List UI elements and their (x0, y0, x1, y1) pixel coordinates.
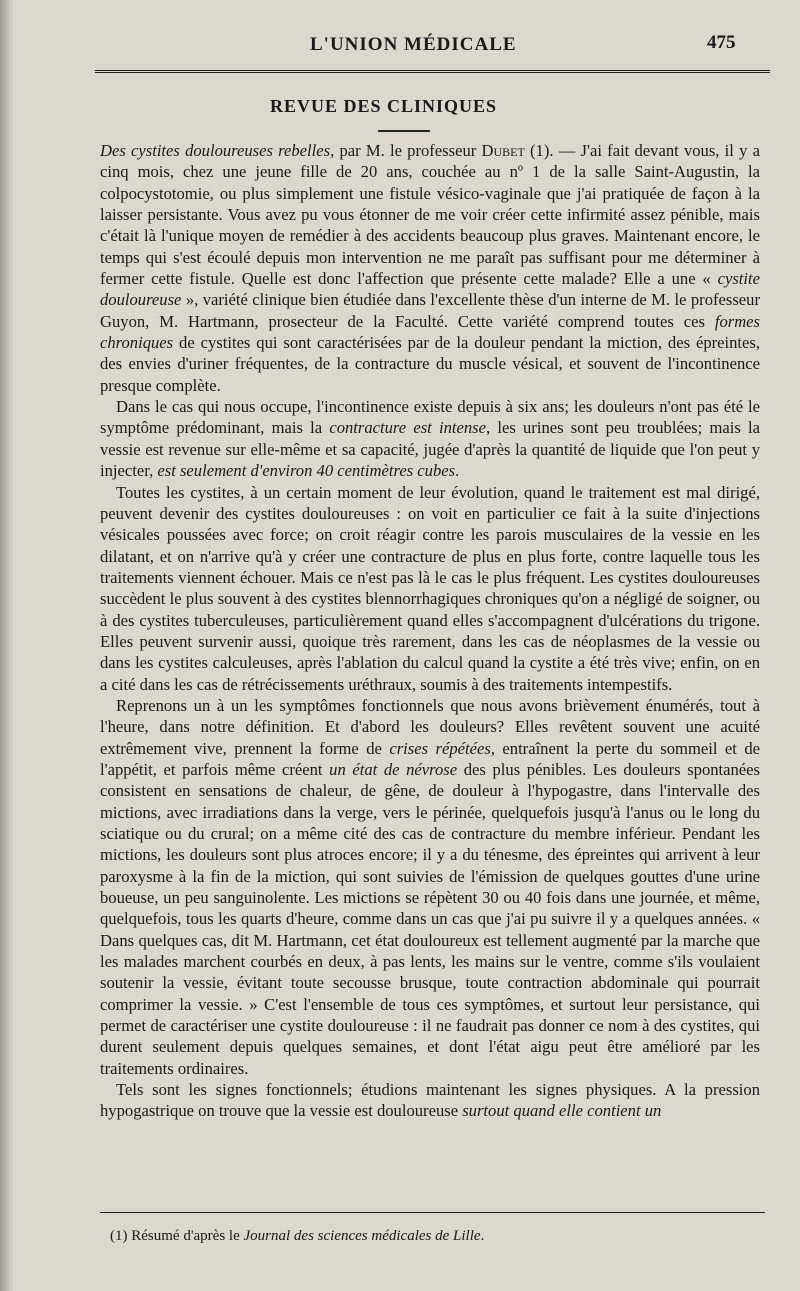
paragraph-5: Tels sont les signes fonctionnels; étudions maintenant les signes physiques. A la pression hypogastrique on trouve que la vessie est douloureuse surtout quand elle contient un (100, 1080, 760, 1121)
running-header (95, 28, 795, 68)
article-body (100, 140, 760, 1122)
author-name: Dubet (481, 141, 525, 160)
binding-shadow (0, 0, 14, 1291)
paragraph-2: Dans le cas qui nous occupe, l'incontinence existe depuis à six ans; les douleurs n'ont pas été le symptôme prédominant, mais la contracture est intense, les urines sont peu troublées; mais la vessie est revenue sur elle-même et sa capacité, jugée d'après la quantité de liquide que l'on peut y injecter, est seulement d'environ 40 centimètres cubes. (100, 397, 760, 481)
footnote-rule (100, 1212, 765, 1213)
header-rule (95, 70, 770, 73)
paragraph-3: Toutes les cystites, à un certain moment de leur évolution, quand le traitement est mal dirigé, peuvent devenir des cystites douloureuses : on voit en particulier ce fait à la suite d'injections vésicales poussées avec force; on croit réagir contre les parois musculaires de la vessie en les dilatant, et on n'arrive qu'à y créer une contracture de plus en plus forte, contre laquelle tous les traitements viennent échouer. Mais ce n'est pas là le cas le plus fréquent. Les cystites douloureuses succèdent le plus souvent à des cystites blennorrhagiques chroniques qu'on a négligé de soigner, ou à des cystites tuberculeuses, particulièrement quand elles s'accompagnent d'ulcérations du trigone. Elles peuvent survenir aussi, quoique très rarement, dans les cas de néoplasmes de la vessie ou dans les cystites calculeuses, après l'ablation du calcul quand la cystite a été très vive; enfin, on en a cité dans les cas de rétrécissements uréthraux, soumis à des traitements intempestifs. (100, 482, 760, 694)
section-rule (378, 130, 430, 132)
paragraph-1: Des cystites douloureuses rebelles, par M. le professeur Dubet (1). — J'ai fait devant vous, il y a cinq mois, chez une jeune fille de 20 ans, couchée au nº 1 de la salle Saint-Augustin, la colpocystotomie, ou plus simplement une fistule vésico-vaginale que j'ai pratiquée de façon à la laisser persistante. Vous avez pu vous étonner de me voir créer cette infirmité assez pénible, mais c'était là l'unique moyen de remédier à des accidents beaucoup plus graves. Maintenant encore, le temps qui s'est écoulé depuis mon intervention ne me paraît pas suffisant pour me déterminer à fermer cette fistule. Quelle est donc l'affection que présente cette malade? Elle a une « cystite douloureuse », variété clinique bien étudiée dans l'excellente thèse d'un interne de M. le professeur Guyon, M. Hartmann, prosecteur de la Faculté. Cette variété comprend toutes ces formes chroniques de cystites qui sont caractérisées par de la douleur pendant la miction, des épreintes, des envies d'uriner fréquentes, de la contracture du muscle vésical, et souvent de l'incontinence presque complète. (100, 141, 760, 395)
article-title: Des cystites douloureuses rebelles, (100, 141, 335, 160)
paragraph-4: Reprenons un à un les symptômes fonctionnels que nous avons brièvement énumérés, tout à l'heure, dans notre définition. Et d'abord les douleurs? Elles revêtent souvent une acuité extrêmement vive, prennent la forme de crises répétées, entraînent la perte du sommeil et de l'appétit, et parfois même créent un état de névrose des plus pénibles. Les douleurs spontanées consistent en sensations de chaleur, de gêne, de douleur à l'hypogastre, dans l'intervalle des mictions, avec irradiations dans la verge, vers le périnée, quelquefois jusqu'à l'anus ou le long du sciatique ou du crural; on a même cité des cas de contracture du membre inférieur. Pendant les mictions, les douleurs sont plus atroces encore; il y a du ténesme, des épreintes qui arrivent à leur paroxysme à la fin de la miction, qui sont suivies de l'émission de quelques gouttes d'une urine boueuse, un peu sanguinolente. Les mictions se répètent 30 ou 40 fois dans une journée, et même, quelquefois, tous les quarts d'heure, comme dans un cas que j'ai pu suivre il y a quelques années. « Dans quelques cas, dit M. Hartmann, cet état douloureux est tellement augmenté par la marche que les malades marchent courbés en deux, à pas lents, les mains sur le ventre, comme s'ils voulaient soutenir la vessie, évitant toute secousse brusque, toute contraction abdominale qui pourrait comprimer la vessie. » C'est l'ensemble de tous ces symptômes, et surtout leur persistance, qui permet de caractériser une cystite douloureuse : il ne faudrait pas donner ce nom à des cystites, qui durent seulement depuis quelques semaines, et dont l'état aigu peut être amélioré par les traitements ordinaires. (100, 695, 760, 1078)
page-number: 475 (707, 32, 736, 53)
journal-title: L'UNION MÉDICALE (310, 34, 517, 55)
footnote: (1) Résumé d'après le Journal des sciences médicales de Lille. (110, 1228, 485, 1244)
journal-reference: Journal des sciences médicales de Lille (243, 1228, 481, 1244)
section-title: REVUE DES CLINIQUES (270, 96, 498, 116)
